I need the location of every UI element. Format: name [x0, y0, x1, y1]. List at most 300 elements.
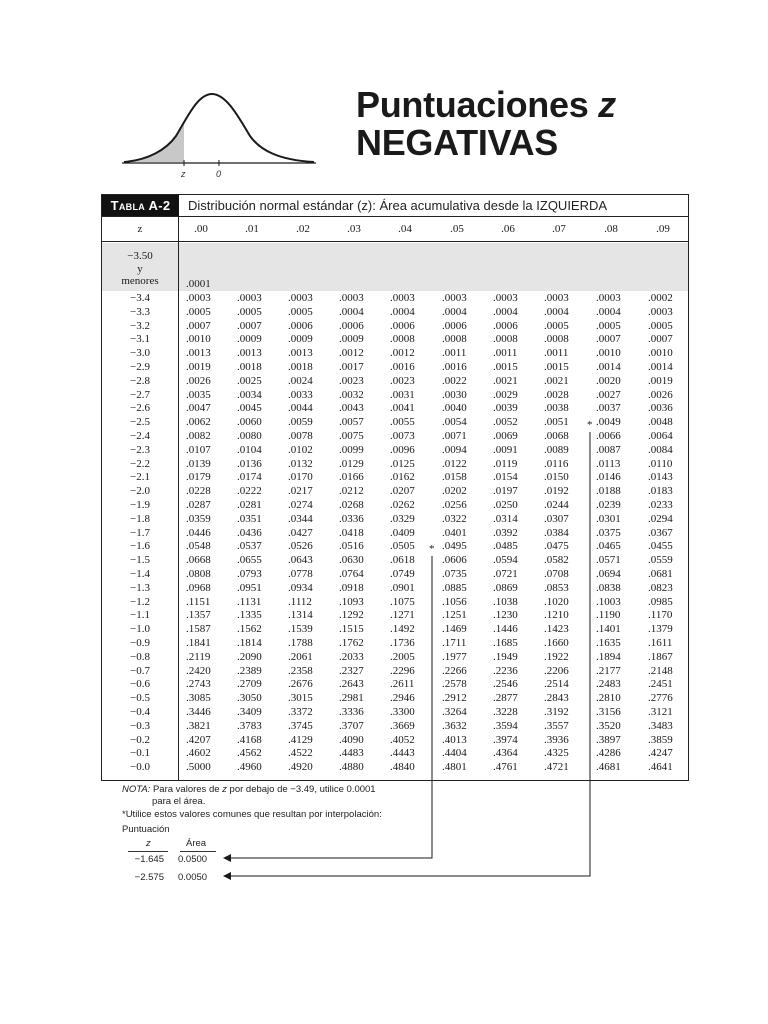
table-cell: .0014: [648, 361, 673, 373]
table-cell: .3372: [288, 706, 313, 718]
table-cell: .2177: [596, 664, 621, 677]
table-cell: .0020: [596, 374, 621, 387]
table-cell: .4483: [339, 747, 364, 760]
table-cell: .0322: [442, 512, 467, 525]
table-cell: .0594: [493, 554, 518, 567]
table-cell: .0281: [237, 499, 262, 511]
table-cell: .1562: [237, 623, 262, 636]
table-cell: .0207: [390, 485, 415, 498]
note-z: z: [222, 784, 227, 795]
table-cell: .0080: [237, 430, 262, 442]
table-cell: .2090: [237, 650, 262, 663]
table-cell: .4880: [339, 761, 364, 774]
curve-label-zero: 0: [216, 169, 222, 179]
note-post: por debajo de −3.49, utilice 0.0001: [226, 784, 376, 795]
table-cell: .3745: [288, 719, 313, 732]
row-z-label: −1.3: [130, 581, 150, 594]
table-cell: .2420: [186, 664, 211, 677]
table-cell: .4404: [442, 747, 467, 760]
table-cell: .2266: [442, 664, 467, 677]
table-cell: .0003: [442, 292, 467, 304]
table-cell: .0027: [596, 388, 621, 401]
table-cell: .4129: [288, 733, 313, 746]
table-cell: .0359: [186, 512, 211, 525]
table-cell: .0003: [339, 292, 364, 304]
column-header-5: .05: [450, 223, 464, 235]
curve-label-z: z: [181, 169, 186, 179]
table-cell: .0384: [544, 526, 569, 539]
table-cell: .0110: [648, 457, 673, 470]
column-header-row: [102, 217, 688, 242]
table-cell: .0018: [288, 361, 313, 373]
column-header-6: .06: [501, 223, 515, 235]
table-cell: .1922: [544, 650, 569, 663]
table-cell: .1539: [288, 623, 313, 636]
first-row-z-line2: y: [137, 262, 143, 275]
table-cell: .0019: [186, 361, 211, 373]
row-z-label: −0.3: [130, 719, 150, 732]
table-cell: .3783: [237, 719, 262, 732]
table-cell: .0025: [237, 374, 262, 387]
table-cell: .0029: [493, 388, 518, 401]
table-cell: .0052: [493, 416, 518, 429]
table-cell: .0035: [186, 388, 211, 401]
table-cell: .4168: [237, 733, 262, 746]
table-cell: .0793: [237, 568, 262, 580]
table-cell: .0036: [648, 402, 673, 415]
table-cell: .0008: [493, 333, 518, 346]
table-cell: .3121: [648, 706, 673, 718]
table-cell: .0294: [648, 512, 673, 525]
table-cell: .2033: [339, 650, 364, 663]
table-cell: .5000: [186, 761, 211, 774]
table-cell: .4761: [493, 761, 518, 774]
table-cell: .0274: [288, 499, 313, 511]
table-cell: .0192: [544, 485, 569, 498]
table-cell: .2119: [186, 650, 211, 663]
table-cell: .1949: [493, 650, 518, 663]
table-cell: .3594: [493, 719, 518, 732]
title-z: z: [598, 84, 616, 125]
table-cell: .0013: [288, 347, 313, 360]
table-cell: .2578: [442, 678, 467, 691]
table-cell: .1788: [288, 637, 313, 649]
table-cell: .1587: [186, 623, 211, 636]
table-cell: .0005: [648, 319, 673, 332]
asterisk-marker-1645: *: [429, 543, 435, 555]
table-cell: .0436: [237, 526, 262, 539]
table-cell: .1685: [493, 637, 518, 649]
row-z-label: −2.2: [130, 457, 150, 470]
table-cell: .1271: [390, 609, 415, 622]
table-cell: .0004: [390, 305, 415, 318]
table-cell: .0099: [339, 443, 364, 456]
row-z-label: −0.4: [130, 706, 150, 718]
table-cell: .0044: [288, 402, 313, 415]
page-title-line1: [356, 84, 616, 126]
table-cell: .1314: [288, 609, 313, 622]
table-cell: .0011: [493, 347, 518, 360]
row-z-label: −0.1: [130, 747, 150, 760]
interp-row1-area: 0.0500: [178, 854, 208, 865]
table-cell: .0694: [596, 568, 621, 580]
table-cell: .0212: [339, 485, 364, 498]
table-cell: .0003: [288, 292, 313, 304]
row-z-label: −1.9: [130, 499, 150, 511]
table-cell: .2061: [288, 650, 313, 663]
table-cell: .1711: [442, 637, 467, 649]
table-cell: .0749: [390, 568, 415, 580]
normal-curve-figure: [118, 86, 324, 182]
table-cell: .4721: [544, 761, 569, 774]
table-cell: .0054: [442, 416, 467, 429]
table-cell: .0073: [390, 430, 415, 442]
table-cell: .0228: [186, 485, 211, 498]
interp-row1-z: −1.645: [134, 854, 164, 865]
table-cell: .0119: [493, 457, 518, 470]
table-cell: .0015: [493, 361, 518, 373]
table-cell: .0043: [339, 402, 364, 415]
table-cell: .0934: [288, 581, 313, 594]
table-cell: .0107: [186, 443, 211, 456]
table-cell: .0028: [544, 388, 569, 401]
table-cell: .0287: [186, 499, 211, 511]
table-cell: .2451: [648, 678, 673, 691]
row-z-label: −2.5: [130, 416, 150, 429]
table-cell: .0069: [493, 430, 518, 442]
table-cell: .1056: [442, 595, 467, 608]
table-cell: .0010: [596, 347, 621, 360]
row-z-label: −3.2: [130, 319, 150, 332]
table-cell: .0091: [493, 443, 518, 456]
row-z-label: −1.4: [130, 568, 150, 580]
column-header-4: .04: [398, 223, 412, 235]
page-title-line2: NEGATIVAS: [356, 122, 558, 163]
table-cell: .0104: [237, 443, 262, 456]
table-cell: .0139: [186, 457, 211, 470]
table-cell: .2743: [186, 678, 211, 691]
table-cell: .0778: [288, 568, 313, 580]
table-cell: .3192: [544, 706, 569, 718]
table-cell: .0005: [596, 319, 621, 332]
table-cell: .1401: [596, 623, 621, 636]
table-cell: .0026: [648, 388, 673, 401]
table-cell: .0012: [390, 347, 415, 360]
row-z-label: −1.2: [130, 595, 150, 608]
table-cell: .1038: [493, 595, 518, 608]
table-cell: .0901: [390, 581, 415, 594]
row-z-label: −2.7: [130, 388, 150, 401]
table-cell: .0409: [390, 526, 415, 539]
table-cell: .0618: [390, 554, 415, 567]
table-cell: .0003: [544, 292, 569, 304]
table-cell: .3974: [493, 733, 518, 746]
table-cell: .0170: [288, 471, 313, 484]
table-cell: .1762: [339, 637, 364, 649]
table-cell: .0011: [544, 347, 569, 360]
table-cell: .2206: [544, 664, 569, 677]
table-cell: .1492: [390, 623, 415, 636]
first-row-z-line3: menores: [121, 275, 159, 287]
table-cell: .4641: [648, 761, 673, 774]
table-cell: .0006: [339, 319, 364, 332]
table-cell: .4562: [237, 747, 262, 760]
table-cell: .0375: [596, 526, 621, 539]
table-cell: .3821: [186, 719, 211, 732]
table-cell: .0307: [544, 512, 569, 525]
table-cell: .0735: [442, 568, 467, 580]
row-z-label: −0.8: [130, 650, 150, 663]
row-z-label: −3.1: [130, 333, 150, 346]
interp-header-score: Puntuación: [122, 824, 170, 835]
table-cell: .1660: [544, 637, 569, 649]
table-cell: .0010: [648, 347, 673, 360]
table-cell: .0681: [648, 568, 673, 580]
table-cell: .0040: [442, 402, 467, 415]
column-header-3: .03: [347, 223, 361, 235]
interp-header-rule: [128, 851, 234, 852]
table-cell: .1003: [596, 595, 621, 608]
table-cell: .2912: [442, 692, 467, 705]
table-cell: .0060: [237, 416, 262, 429]
table-cell: .3336: [339, 706, 364, 718]
note-line2: para el área.: [152, 796, 206, 807]
table-cell: .3409: [237, 706, 262, 718]
table-cell: .2148: [648, 664, 673, 677]
table-cell: .3669: [390, 719, 415, 732]
interp-header-z: z: [146, 838, 151, 849]
table-cell: .2327: [339, 664, 364, 677]
first-row-z-line1: −3.50: [127, 250, 153, 262]
table-cell: .0132: [288, 457, 313, 470]
table-cell: .0008: [390, 333, 415, 346]
table-cell: .2676: [288, 678, 313, 691]
interp-header-area: Área: [186, 838, 207, 849]
table-cell: .2709: [237, 678, 262, 691]
table-cell: .0096: [390, 443, 415, 456]
table-cell: .0918: [339, 581, 364, 594]
table-cell: .3300: [390, 706, 415, 718]
table-cell: .0475: [544, 540, 569, 553]
table-cell: .0329: [390, 512, 415, 525]
table-cell: .0007: [186, 319, 211, 332]
table-cell: .0033: [288, 388, 313, 401]
row-z-label: −3.3: [130, 305, 150, 318]
table-cell: .0045: [237, 402, 262, 415]
table-cell: .3632: [442, 719, 467, 732]
table-cell: .0239: [596, 499, 621, 511]
table-cell: .4207: [186, 733, 211, 746]
table-cell: .3050: [237, 692, 262, 705]
table-cell: .0262: [390, 499, 415, 511]
table-cell: .0113: [596, 457, 621, 470]
table-cell: .0150: [544, 471, 569, 484]
table-cell: .0006: [493, 319, 518, 332]
table-cell: .0009: [288, 333, 313, 346]
table-cell: .0003: [186, 292, 211, 304]
table-cell: .0008: [442, 333, 467, 346]
table-cell: .0136: [237, 457, 262, 470]
table-cell: .1379: [648, 623, 673, 636]
table-cell: .0344: [288, 512, 313, 525]
table-cell: .3015: [288, 692, 313, 705]
table-cell: .0059: [288, 416, 313, 429]
table-cell: .0041: [390, 402, 415, 415]
table-cell: .2643: [339, 678, 364, 691]
table-cell: .0250: [493, 499, 518, 511]
table-cell: .4840: [390, 761, 415, 774]
table-cell: .0885: [442, 581, 467, 594]
table-cell: .0174: [237, 471, 262, 484]
table-cell: .0009: [339, 333, 364, 346]
table-cell: .0039: [493, 402, 518, 415]
table-cell: .0143: [648, 471, 673, 484]
table-cell: .0007: [237, 319, 262, 332]
note-line1: [122, 784, 376, 795]
table-cell: .2810: [596, 692, 621, 705]
table-cell: .0495: [442, 540, 467, 553]
table-cell: .0016: [390, 361, 415, 373]
table-cell: .1515: [339, 623, 364, 636]
table-cell: .0004: [493, 305, 518, 318]
note-label: NOTA:: [122, 784, 151, 795]
column-header-z: z: [137, 223, 143, 235]
table-cell: .1814: [237, 637, 262, 649]
table-cell: .3520: [596, 719, 621, 732]
table-cell: .0031: [390, 388, 415, 401]
table-cell: .4801: [442, 761, 467, 774]
table-cell: .0038: [544, 402, 569, 415]
table-cell: .0008: [544, 333, 569, 346]
table-cell: .0655: [237, 554, 262, 567]
table-cell: .0047: [186, 402, 211, 415]
table-tag: Tabla A-2: [102, 195, 179, 216]
table-cell: .4602: [186, 747, 211, 760]
table-cell: .0179: [186, 471, 211, 484]
table-cell: .0505: [390, 540, 415, 553]
row-z-label: −1.5: [130, 554, 150, 567]
table-cell: .0048: [648, 416, 673, 429]
table-cell: .0146: [596, 471, 621, 484]
table-cell: .0003: [493, 292, 518, 304]
table-cell: .3483: [648, 719, 673, 732]
table-cell: .0055: [390, 416, 415, 429]
table-cell: .0062: [186, 416, 211, 429]
table-cell: .0018: [237, 361, 262, 373]
table-cell: .0301: [596, 512, 621, 525]
table-cell: .3557: [544, 719, 569, 732]
table-cell: .0351: [237, 512, 262, 525]
column-header-9: .09: [656, 223, 670, 235]
title-word: Puntuaciones: [356, 84, 589, 125]
table-cell: .1251: [442, 609, 467, 622]
table-cell: .0094: [442, 443, 467, 456]
table-cell: .2236: [493, 664, 518, 677]
table-cell: .0002: [648, 292, 673, 304]
row-z-label: −1.0: [130, 623, 150, 636]
row-z-label: −0.9: [130, 637, 150, 649]
row-z-label: −2.1: [130, 471, 150, 484]
table-cell: .1446: [493, 623, 518, 636]
table-cell: .0233: [648, 499, 673, 511]
table-cell: .0869: [493, 581, 518, 594]
table-cell: .0537: [237, 540, 262, 553]
table-cell: .0022: [442, 374, 467, 387]
table-cell: .0004: [339, 305, 364, 318]
table-cell: .1867: [648, 650, 673, 663]
table-cell: .0023: [390, 374, 415, 387]
table-cell: .0668: [186, 554, 211, 567]
table-cell: .4013: [442, 733, 467, 746]
table-cell: .0188: [596, 485, 621, 498]
table-cell: .0084: [648, 443, 673, 456]
table-cell: .3859: [648, 733, 673, 746]
table-cell: .0808: [186, 568, 211, 580]
table-cell: .0764: [339, 568, 364, 580]
table-cell: .0708: [544, 568, 569, 580]
z-column-divider: [178, 217, 179, 780]
table-cell: .4960: [237, 761, 262, 774]
table-cell: .2296: [390, 664, 415, 677]
bell-curve-line: [124, 94, 314, 162]
table-cell: .0024: [288, 374, 313, 387]
row-z-label: −0.0: [130, 761, 150, 774]
row-z-label: −2.4: [130, 430, 150, 442]
table-cell: .1190: [596, 609, 621, 622]
table-cell: .1977: [442, 650, 467, 663]
table-cell: .2389: [237, 664, 262, 677]
table-cell: .1210: [544, 609, 569, 622]
table-cell: .0032: [339, 388, 364, 401]
table-cell: .0446: [186, 526, 211, 539]
first-row-z: [102, 250, 178, 288]
table-cell: .4052: [390, 733, 415, 746]
table-cell: .0007: [648, 333, 673, 346]
table-cell: .0082: [186, 430, 211, 442]
table-cell: .0162: [390, 471, 415, 484]
table-cell: .4920: [288, 761, 313, 774]
table-cell: .2843: [544, 692, 569, 705]
table-cell: .3936: [544, 733, 569, 746]
table-cell: .0005: [186, 305, 211, 318]
table-cell: .0217: [288, 485, 313, 498]
z-table: [101, 194, 689, 781]
table-cell: .1335: [237, 609, 262, 622]
table-cell: .0985: [648, 595, 673, 608]
table-cell: .0089: [544, 443, 569, 456]
table-cell: .0516: [339, 540, 364, 553]
table-cell: .2877: [493, 692, 518, 705]
asterisk-marker-2575: *: [587, 419, 593, 431]
table-cell: .0392: [493, 526, 518, 539]
table-cell: .0183: [648, 485, 673, 498]
table-cell: .0548: [186, 540, 211, 553]
table-cell: .0102: [288, 443, 313, 456]
row-z-label: −1.7: [130, 526, 150, 539]
table-cell: .3897: [596, 733, 621, 746]
table-cell: .0068: [544, 430, 569, 442]
table-cell: .0087: [596, 443, 621, 456]
table-cell: .0013: [237, 347, 262, 360]
table-cell: .0367: [648, 526, 673, 539]
table-cell: .0116: [544, 457, 569, 470]
table-cell: .0004: [442, 305, 467, 318]
table-cell: .0244: [544, 499, 569, 511]
table-cell: .0154: [493, 471, 518, 484]
table-cell: .4325: [544, 747, 569, 760]
table-cell: .0007: [596, 333, 621, 346]
table-cell: .2005: [390, 650, 415, 663]
